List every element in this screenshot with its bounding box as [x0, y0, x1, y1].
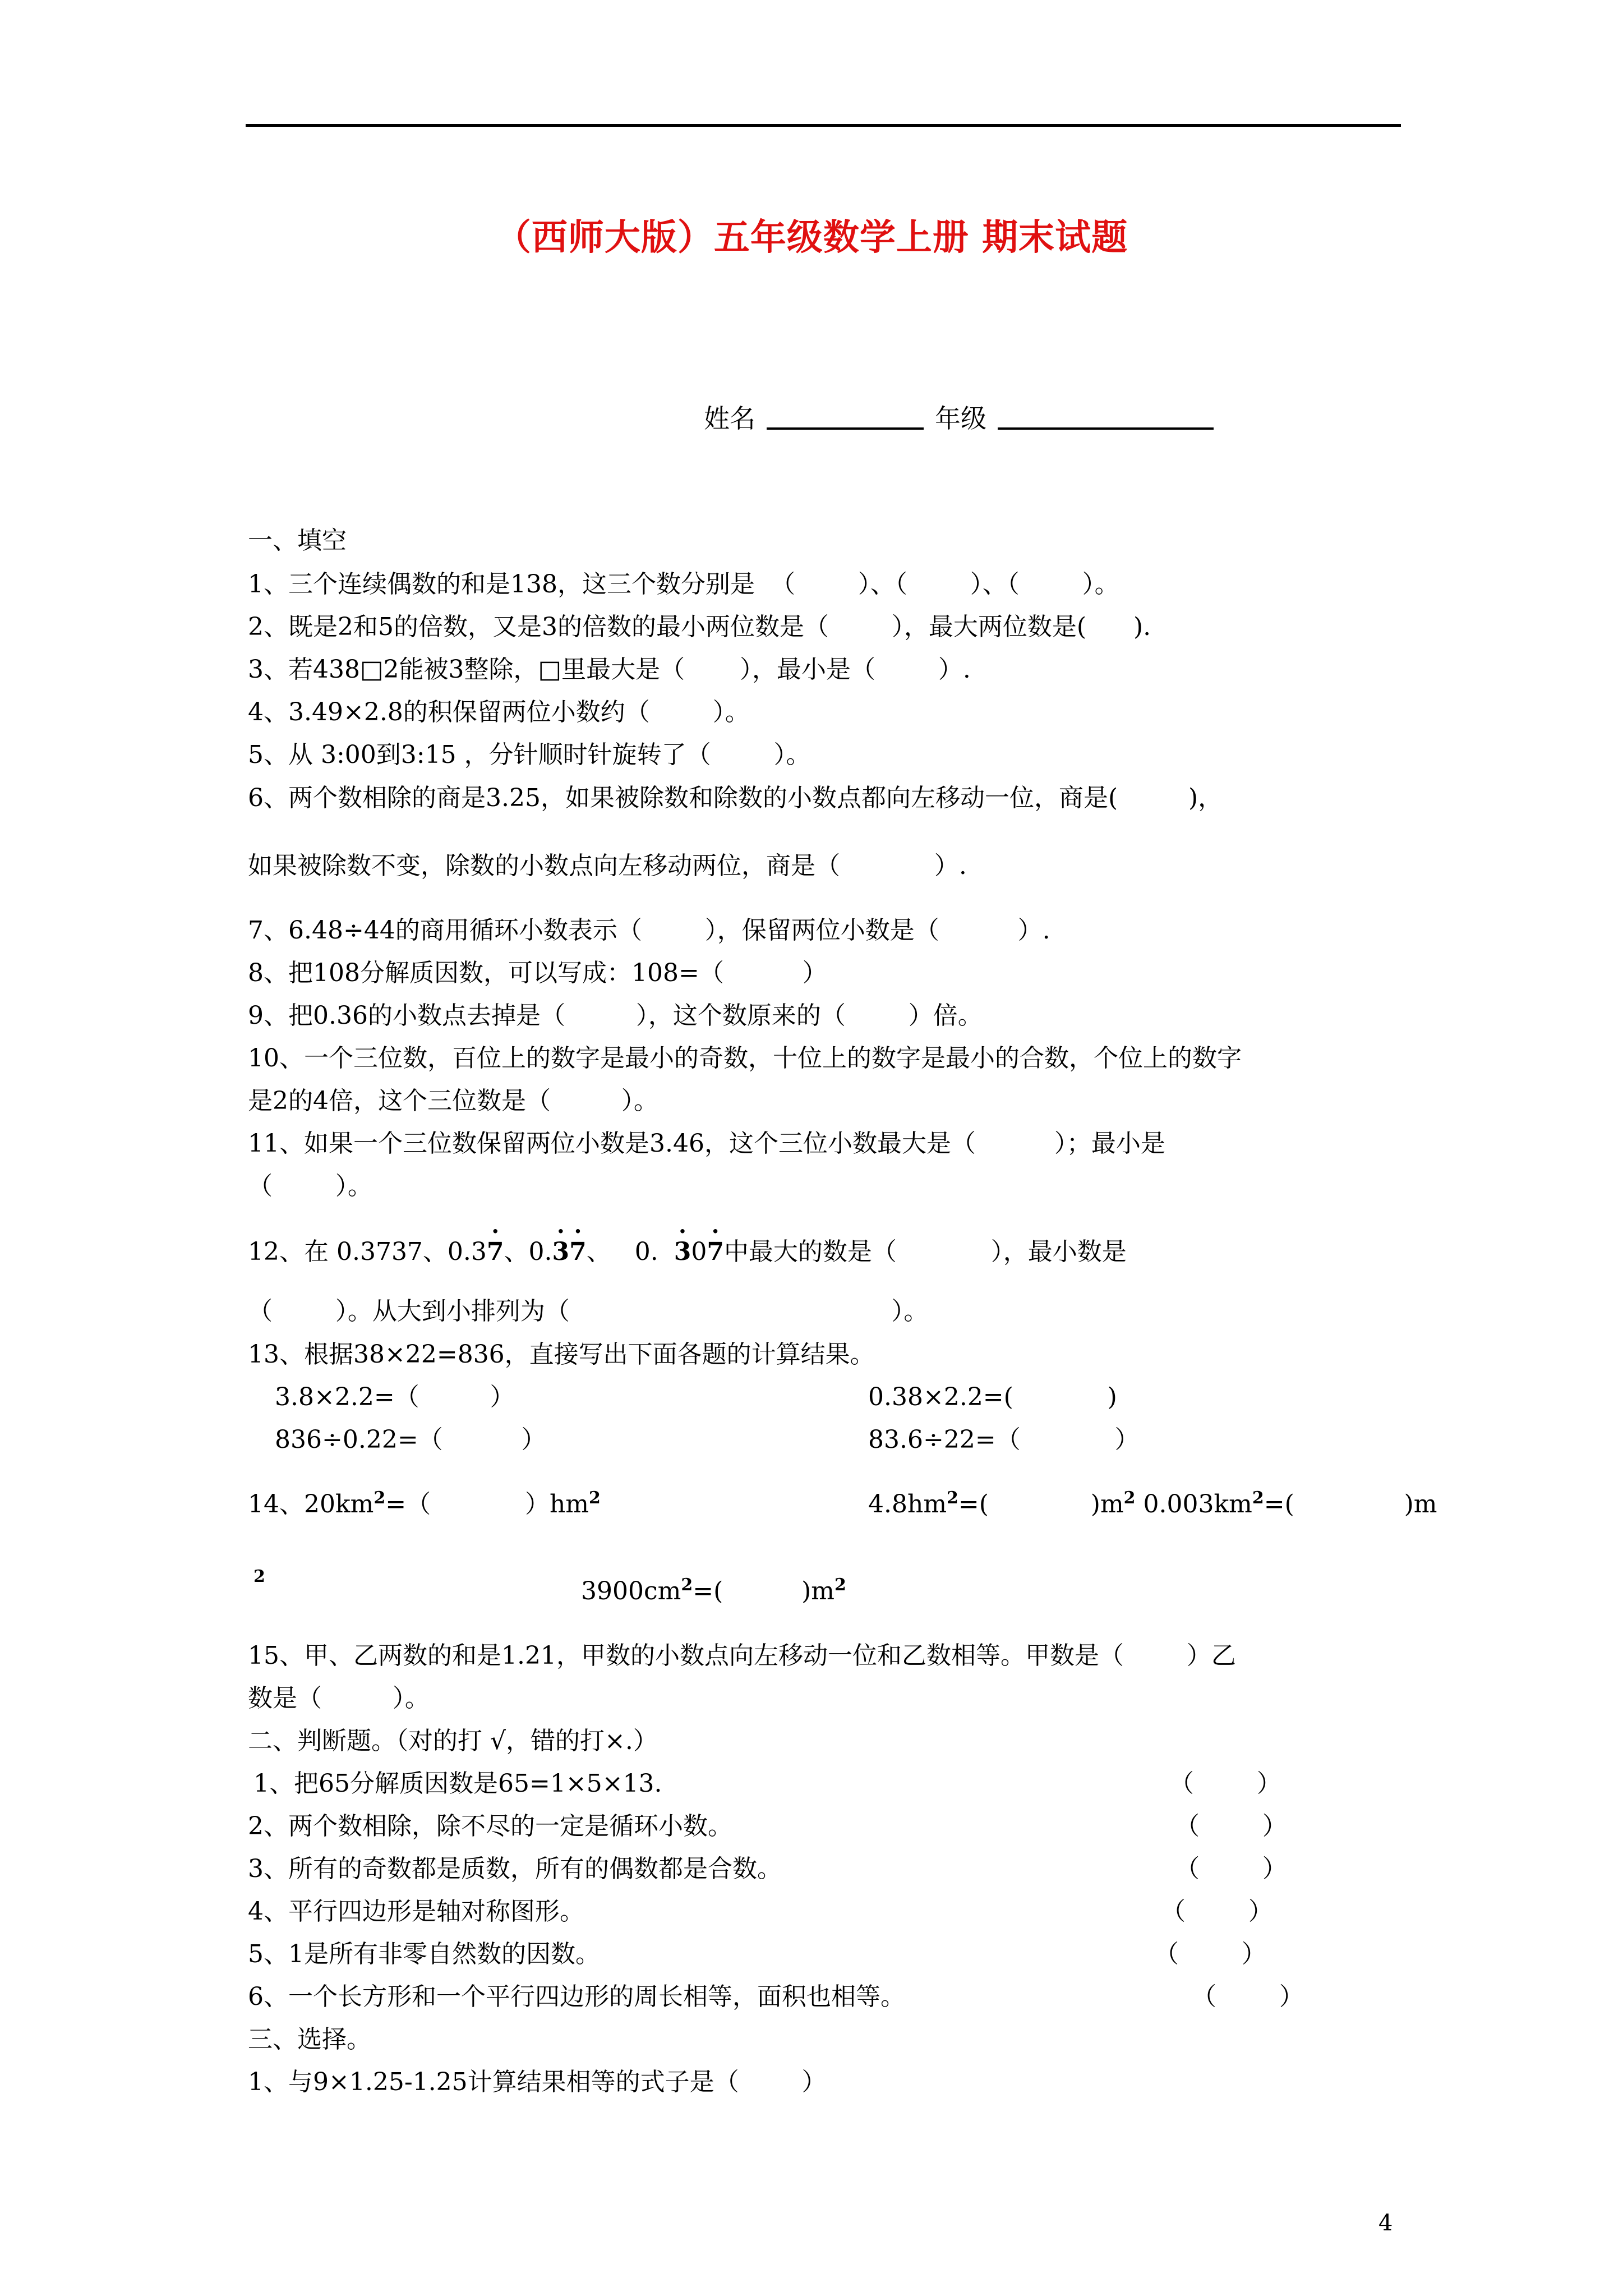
- question-15-line1: 15、甲、乙两数的和是1.21，甲数的小数点向左移动一位和乙数相等。甲数是（ ）乙: [248, 1641, 1236, 1670]
- q14-part-f: =( )m: [1264, 1490, 1437, 1519]
- question-14-line1-right: [868, 1488, 1437, 1519]
- header-rule: [246, 124, 1401, 127]
- choice-question-1: 1、与9×1.25-1.25计算结果相等的式子是（ ）: [248, 2068, 827, 2096]
- judge-item-5: 5、1是所有非零自然数的因数。: [248, 1940, 600, 1968]
- question-14-line1: [248, 1488, 601, 1519]
- q14-part-g: 3900cm: [581, 1577, 681, 1605]
- q14-square-8: 2: [834, 1575, 846, 1595]
- question-9: 9、把0.36的小数点去掉是（ ），这个数原来的（ ）倍。: [248, 1001, 983, 1030]
- q14-part-b: =（ ）hm: [385, 1490, 589, 1519]
- q14-square-1: 2: [374, 1488, 386, 1508]
- question-6-line1: 6、两个数相除的商是3.25，如果被除数和除数的小数点都向左移动一位，商是( )，: [248, 784, 1223, 812]
- q13-item-2: 0.38×2.2=( ): [868, 1383, 1117, 1411]
- q14-square-2: 2: [589, 1488, 601, 1508]
- question-4: 4、3.49×2.8的积保留两位小数约（ ）。: [248, 698, 750, 726]
- q13-item-1: 3.8×2.2=（ ）: [275, 1383, 515, 1411]
- q14-square-7: 2: [681, 1575, 693, 1595]
- judge-item-6: 6、一个长方形和一个平行四边形的周长相等，面积也相等。: [248, 1982, 905, 2011]
- question-3: 3、若438□2能被3整除，□里最大是（ ），最小是（ ）.: [248, 655, 971, 684]
- q12-sep-2: 、 0.: [586, 1237, 674, 1266]
- question-7: 7、6.48÷44的商用循环小数表示（ ），保留两位小数是（ ）.: [248, 916, 1050, 945]
- q14-square-3: 2: [947, 1488, 958, 1508]
- q14-part-d: =( )m: [958, 1490, 1124, 1519]
- section1-heading: 一、填空: [248, 526, 347, 555]
- page-title: （西师大版）五年级数学上册 期末试题: [495, 217, 1128, 259]
- question-13: 13、根据38×22=836，直接写出下面各题的计算结果。: [248, 1340, 875, 1369]
- judge-item-3: 3、所有的奇数都是质数，所有的偶数都是合数。: [248, 1855, 782, 1883]
- question-1: 1、三个连续偶数的和是138，这三个数分别是 （ ）、（ ）、（ ）。: [248, 570, 1119, 599]
- judge-item-2: 2、两个数相除，除不尽的一定是循环小数。: [248, 1812, 732, 1841]
- question-11-line1: 11、如果一个三位数保留两位小数是3.46，这个三位小数最大是（ ）；最小是: [248, 1129, 1165, 1158]
- q13-item-3: 836÷0.22=（ ）: [275, 1425, 546, 1454]
- judge-item-1: 1、把65分解质因数是65=1×5×13.: [253, 1769, 662, 1798]
- question-2: 2、既是2和5的倍数，又是3的倍数的最小两位数是（ ），最大两位数是( ).: [248, 613, 1151, 641]
- question-15-line2: 数是（ ）。: [248, 1684, 430, 1713]
- section3-heading: 三、选择。: [248, 2025, 371, 2054]
- q12-repeat-digit-4: · 3: [674, 1240, 691, 1264]
- judge-answer-1[interactable]: （ ）: [1169, 1769, 1281, 1798]
- judge-answer-5[interactable]: （ ）: [1154, 1940, 1266, 1968]
- question-14-line2: [581, 1575, 846, 1605]
- q12-sep-1: 、0.: [504, 1237, 552, 1266]
- question-10-line1: 10、一个三位数，百位上的数字是最小的奇数，十位上的数字是最小的合数，个位上的数字: [248, 1044, 1242, 1073]
- name-label: 姓名: [704, 403, 755, 434]
- q12-repeat-digit-3: · 7: [569, 1240, 587, 1264]
- q14-wrapped-square: [253, 1567, 265, 1595]
- q12-zero: 0: [691, 1237, 707, 1266]
- q14-square-5: 2: [1252, 1488, 1264, 1508]
- q14-square-4: 2: [1123, 1488, 1136, 1508]
- question-6-line2: 如果被除数不变，除数的小数点向左移动两位，商是（ ）.: [248, 852, 967, 880]
- question-11-line2: （ ）。: [248, 1172, 372, 1200]
- q14-square-6: 2: [253, 1567, 265, 1586]
- judge-answer-4[interactable]: （ ）: [1161, 1897, 1273, 1926]
- grade-label: 年级: [935, 403, 986, 434]
- question-8: 8、把108分解质因数，可以写成：108=（ ）: [248, 959, 827, 987]
- judge-answer-6[interactable]: （ ）: [1192, 1982, 1304, 2011]
- q14-part-e: 0.003km: [1135, 1490, 1252, 1519]
- judge-answer-2[interactable]: （ ）: [1175, 1812, 1287, 1841]
- judge-answer-3[interactable]: （ ）: [1175, 1855, 1287, 1883]
- section2-heading: 二、判断题。（对的打 √，错的打×.）: [248, 1727, 658, 1755]
- name-field[interactable]: [767, 402, 924, 430]
- q12-suffix: 中最大的数是（ ），最小数是: [723, 1237, 1127, 1266]
- judge-item-4: 4、平行四边形是轴对称图形。: [248, 1897, 584, 1926]
- q12-prefix: 12、在 0.3737、0.3: [248, 1237, 487, 1266]
- student-info-line: [704, 398, 1225, 435]
- q14-part-h: =( )m: [693, 1577, 835, 1605]
- q13-item-4: 83.6÷22=（ ）: [868, 1425, 1140, 1454]
- q12-repeat-digit-5: · 7: [707, 1240, 724, 1264]
- q14-part-c: 4.8hm: [868, 1490, 947, 1519]
- page-number: 4: [1378, 2210, 1393, 2236]
- grade-field[interactable]: [998, 402, 1214, 430]
- q12-repeat-digit-1: · 7: [487, 1240, 504, 1264]
- question-5: 5、从 3:00到3:15 ，分针顺时针旋转了（ ）。: [248, 740, 811, 769]
- q14-part-a: 14、20km: [248, 1490, 374, 1519]
- question-12-line1: [248, 1237, 1127, 1266]
- q12-repeat-digit-2: · 3: [552, 1240, 570, 1264]
- question-12-line2: （ ）。从大到小排列为（ ）。: [248, 1297, 929, 1326]
- question-10-line2: 是2的4倍，这个三位数是（ ）。: [248, 1087, 658, 1115]
